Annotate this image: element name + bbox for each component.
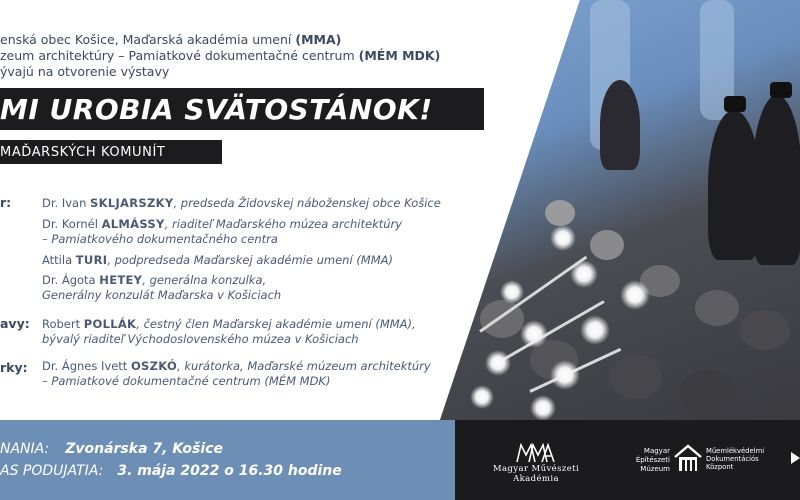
photo-figure [600, 80, 640, 170]
footer-place: NANIA: Zvonárska 7, Košice [0, 441, 223, 457]
mma-logo-text: Magyar Művészeti Akadémia [492, 464, 580, 484]
candle-glow [570, 260, 598, 288]
chevron-logo-icon [791, 452, 800, 464]
intro-line-3: ývajú na otvorenie výstavy [0, 64, 170, 79]
mma-logo-icon [515, 443, 555, 463]
exhibition-title: MI UROBIA SVÄTOSTÁNOK! [0, 93, 433, 126]
candle-glow [470, 385, 494, 409]
intro-line-1: enská obec Košice, Maďarská akadémia umení (MMA) [0, 32, 342, 47]
photo-head [740, 310, 790, 350]
mdk-logo-text: Műemlékvédelmi Dokumentációs Központ [706, 447, 765, 471]
speaker-entry: Dr. Ivan SKLJARSZKY, predseda Židovskej náboženskej obce Košice [42, 196, 441, 210]
candle-glow [550, 360, 580, 390]
photo-head [610, 355, 662, 399]
exhibition-subtitle: MAĎARSKÝCH KOMUNÍT [0, 145, 166, 160]
footer-info-panel [0, 420, 455, 500]
speaker-entry: Robert POLLÁK, čestný člen Maďarskej akadémie umení (MMA), bývalý riaditeľ Východoslovenského múzea v Košiciach [42, 317, 416, 346]
speaker-entry: Dr. Kornél ALMÁSSY, riaditeľ Maďarského múzea architektúry – Pamiatkového dokumentačného centra [42, 217, 403, 246]
photo-head [695, 290, 739, 326]
candle-glow [550, 225, 576, 251]
photo-figure [752, 95, 800, 265]
building-logo-icon [673, 443, 703, 473]
photo-head [590, 230, 624, 260]
candle-glow [620, 280, 650, 310]
candle-glow [520, 320, 548, 348]
candle-glow [530, 395, 556, 420]
speakers-label: r: [0, 195, 12, 210]
curator-label: rky: [0, 360, 28, 375]
photo-head [680, 370, 736, 416]
intro-line-2: zeum architektúry – Pamiatkové dokumentačné centrum (MÉM MDK) [0, 48, 441, 63]
event-photo [440, 0, 800, 420]
candle-glow [485, 350, 511, 376]
candle-glow [580, 315, 610, 345]
photo-hat [770, 82, 792, 98]
speaker-entry: Attila TURI, podpredseda Maďarskej akadémie umení (MMA) [42, 253, 393, 267]
exhibition-label: avy: [0, 316, 30, 331]
photo-hat [724, 96, 746, 112]
speaker-entry: Dr. Ágota HETEY, generálna konzulka, Generálny konzulát Maďarska v Košiciach [42, 273, 282, 302]
speaker-entry: Dr. Ágnes Ivett OSZKÓ, kurátorka, Maďarské múzeum architektúry – Pamiatkové dokumentačné centrum (MÉM MDK) [42, 359, 431, 388]
mem-logo-text: Magyar Építészeti Múzeum [635, 447, 670, 473]
candle-glow [500, 280, 524, 304]
footer-time: AS PODUJATIA: 3. mája 2022 o 16.30 hodine [0, 463, 342, 479]
photo-head [545, 200, 575, 226]
intro-text [0, 32, 440, 80]
